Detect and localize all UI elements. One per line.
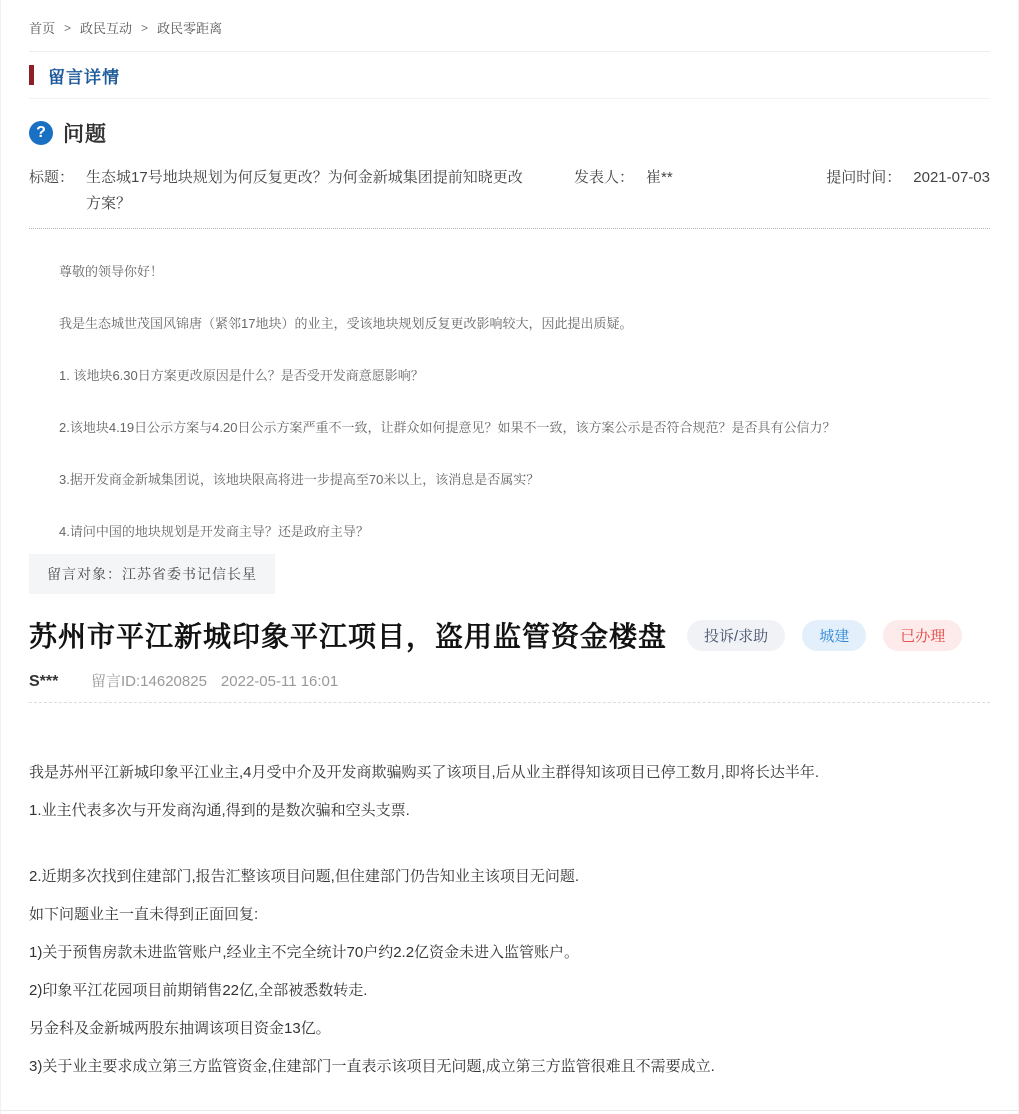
message-paragraph: 1.业主代表多次与开发商沟通,得到的是数次骗和空头支票. [29,802,410,819]
message-paragraph: 我是苏州平江新城印象平江业主,4月受中介及开发商欺骗购买了该项目,后从业主群得知该项目已停工数月,即将长达半年. [29,764,820,781]
question-time-group [826,165,990,217]
message-target-label: 留言对象： [47,566,122,582]
message-id-label: 留言ID: [91,673,141,690]
message-title: 苏州市平江新城印象平江项目，盗用监管资金楼盘 [29,621,668,652]
tag-category[interactable]: 城建 [802,620,866,651]
question-time: 2021-07-03 [913,169,990,186]
message-author: S*** [29,673,59,690]
question-paragraph: 1. 该地块6.30日方案更改原因是什么？是否受开发商意愿影响？ [59,368,424,383]
section-accent-bar [29,65,34,85]
question-author-label: 发表人： [574,169,635,186]
question-section [29,118,990,594]
message-paragraph: 另金科及金新城两股东抽调该项目资金13亿。 [29,1020,331,1037]
message-target-box [29,554,275,594]
section-divider [29,98,990,99]
question-author: 崔** [646,169,673,186]
message-paragraph: 1)关于预售房款未进监管账户,经业主不完全统计70户约2.2亿资金未进入监管账户。 [29,944,580,961]
message-tags [687,620,962,651]
message-paragraph: 2.近期多次找到住建部门,报告汇整该项目问题,但住建部门仍告知业主该项目无问题. [29,868,580,885]
question-paragraph: 尊敬的领导你好！ [59,264,164,279]
question-title-group [29,165,574,217]
breadcrumb-separator: > [141,20,149,35]
message-meta [29,670,990,691]
message-time: 2022-05-11 16:01 [220,673,339,690]
question-body [29,229,990,542]
breadcrumb-separator: > [64,20,72,35]
message-paragraph: 如下问题业主一直未得到正面回复: [29,906,259,923]
question-mark-icon: ? [29,121,53,145]
breadcrumb-home-link[interactable]: 首页 [29,21,56,36]
question-heading-label: 问题 [63,123,107,146]
message-target-value: 江苏省委书记信长星 [122,566,257,582]
breadcrumb-current: 政民零距离 [157,21,223,36]
breadcrumb-interaction-link[interactable]: 政民互动 [80,21,133,36]
question-paragraph: 4.请问中国的地块规划是开发商主导？还是政府主导？ [59,524,369,539]
question-paragraph: 我是生态城世茂国风锦唐（紧邻17地块）的业主，受该地块规划反复更改影响较大，因此提出质疑。 [59,316,633,331]
section-header [29,52,990,98]
question-heading [29,118,990,148]
question-paragraph: 2.该地块4.19日公示方案与4.20日公示方案严重不一致，让群众如何提意见？如果不一致，该方案公示是否符合规范？是否具有公信力？ [59,420,836,435]
question-title-label: 标题： [29,169,75,186]
breadcrumb [29,0,990,37]
question-paragraph: 3.据开发商金新城集团说，该地块限高将进一步提高至70米以上，该消息是否属实？ [59,472,540,487]
question-title: 生态城17号地块规划为何反复更改？为何金新城集团提前知晓更改方案？ [86,169,523,212]
message-paragraph: 2)印象平江花园项目前期销售22亿,全部被悉数转走. [29,982,368,999]
question-meta [29,165,990,217]
page-bottom-divider [1,1110,1018,1111]
status-badge: 已办理 [883,620,962,651]
message-paragraph: 3)关于业主要求成立第三方监管资金,住建部门一直表示该项目无问题,成立第三方监管很难且不需要成立. [29,1058,715,1075]
message-section [29,615,990,1086]
message-body [29,703,990,1086]
question-time-label: 提问时间： [826,169,902,186]
page-title: 留言详情 [48,67,120,87]
question-author-group [574,165,673,217]
tag-complaint[interactable]: 投诉/求助 [687,620,785,651]
message-id-value: 14620825 [140,673,207,690]
message-id [91,670,207,691]
message-title-row [29,615,990,655]
